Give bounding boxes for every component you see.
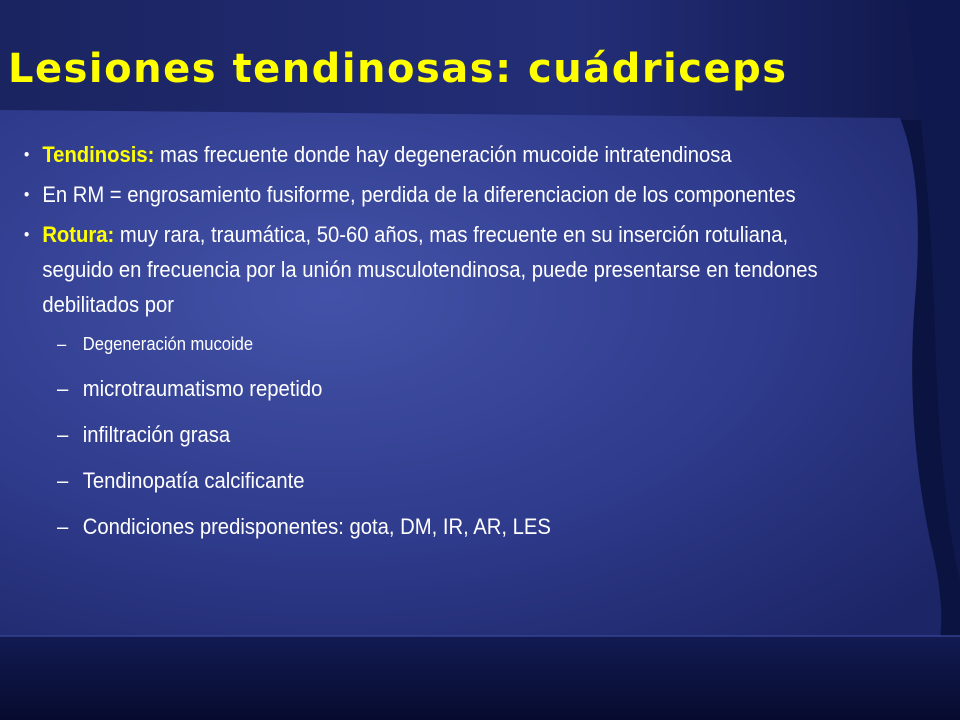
bullet-rm (0, 177, 883, 212)
bullet-tendinosis (0, 137, 883, 172)
subitem (0, 371, 874, 406)
bullet-marker: • (23, 185, 30, 204)
subitem (0, 463, 874, 498)
subitem-marker: – (57, 468, 69, 493)
bullet-rotura (0, 217, 883, 322)
subitem-text: microtraumatismo repetido (82, 376, 323, 401)
slide-title: Lesiones tendinosas: cuádriceps (8, 46, 788, 92)
bullet-text: En RM = engrosamiento fusiforme, perdida de la diferenciacion de los componentes (42, 182, 796, 207)
subitem-text: Tendinopatía calcificante (82, 468, 305, 493)
bullet-marker: • (23, 145, 30, 164)
bullet-marker: • (23, 225, 30, 244)
subitem-marker: – (57, 514, 69, 539)
slide-content (0, 137, 950, 555)
subitem-text: Degeneración mucoide (82, 334, 254, 354)
bullet-text: mas frecuente donde hay degeneración mucoide intratendinosa (154, 142, 732, 167)
bullet-keyword: Rotura: (42, 222, 115, 247)
bullet-keyword: Tendinosis: (42, 142, 155, 167)
subitem-text: Condiciones predisponentes: gota, DM, IR, AR, LES (82, 514, 551, 539)
bullet-text: muy rara, traumática, 50-60 años, mas frecuente en su inserción rotuliana, seguido en frecuencia por la unión musculotendinosa, puede presentarse en tendones debilitados por (42, 222, 818, 317)
subitem-text: infiltración grasa (82, 422, 231, 447)
subitem-marker: – (57, 422, 69, 447)
subitem (0, 417, 874, 452)
subitem-marker: – (57, 376, 69, 401)
subitem-marker: – (57, 334, 67, 354)
subitem (0, 327, 874, 362)
subitem (0, 509, 874, 544)
